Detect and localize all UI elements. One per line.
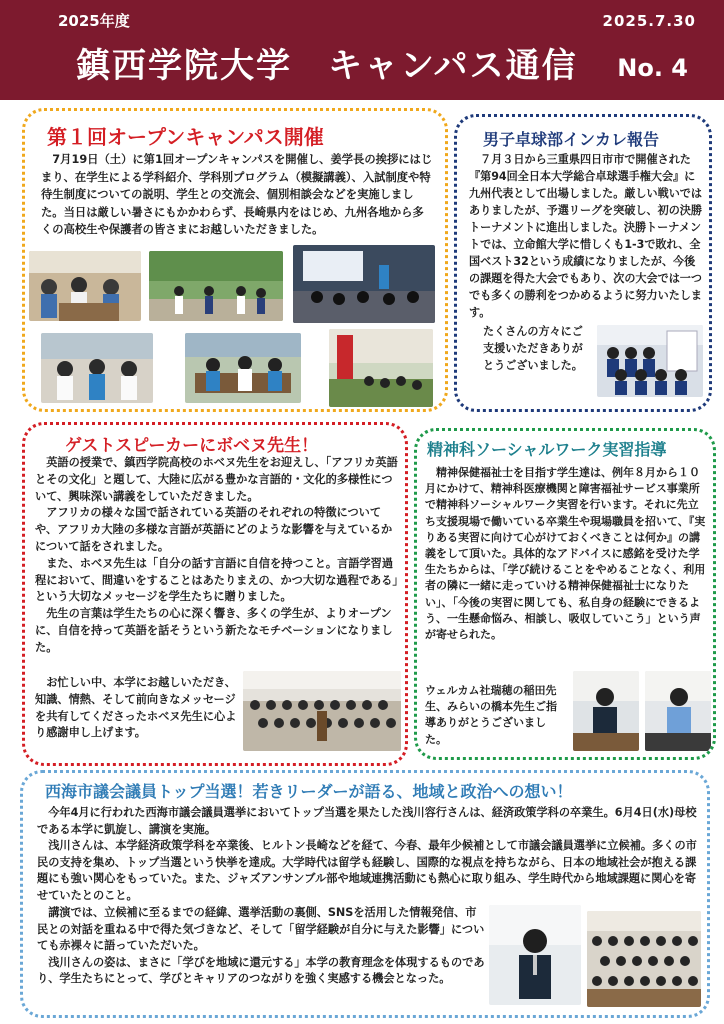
city-council-paragraph: 浅川さんは、本学経済政策学科を卒業後、ヒルトン長崎などを経て、今春、最年少候補として市議会議員選挙に立候補。多くの市民の支持を集め、トップ当選という快挙を達成。大学時代は留学も経験し、国際的な視点を持ちながら、日本の地域社会が抱える課題にも強い関心をもっていた。また、ジャズアンサンブル部や地域連携活動にも熱心に取り組み、学生時代から地域課題に関心を寄せていたとのこと。 (37, 839, 697, 902)
table-tennis-section (454, 114, 712, 412)
open-campus-photo-3 (293, 245, 435, 323)
guest-speaker-section (22, 422, 408, 766)
social-work-body: 精神保健福祉士を目指す学生達は、例年８月から１０月にかけて、精神科医療機関と障害福祉サービス事業所で精神科ソーシャルワーク実習を行います。それに先立ち支援現場で働いている卒業生や現場職員を招いて、『実りある実習に向けて心がけておくべきことは何か』の講義をして頂いた。具体的なアドバイスに感銘を受けた学生たちからは、「学び続けることをやめることなく、利用者の隣に一緒に走っていける精神保健福祉士になりたい」、「今後の実習に関しても、私自身の経験にできるよう、一生懸命悩み、相談し、吸収していこう」という声が寄せられた。 (425, 466, 706, 642)
guest-speaker-paragraph: 先生の言葉は学生たちの心に深く響き、多くの学生が、よりオープンに、自信を持って英語を話そうという新たなモチベーションになりました。 (35, 607, 393, 654)
city-council-section (20, 770, 710, 1018)
social-work-section (414, 428, 716, 760)
open-campus-photo-6 (329, 329, 433, 407)
city-council-body-lower (37, 905, 485, 988)
issue-date: 2025.7.30 (602, 12, 696, 30)
open-campus-photo-5 (185, 333, 301, 403)
guest-speaker-lecture-photo (243, 671, 401, 751)
open-campus-body: 7月19日（土）に第1回オープンキャンパスを開催し、姜学長の挨拶にはじまり、在学生による学科紹介、学科別プログラム（模擬講義）、入試制度や特待生制度についての説明、学生との交流会、個別相談会などを実施しました。当日は厳しい暑さにもかかわらず、長崎県内をはじめ、九州各地から多くの高校生や保護者の皆さまにお越しいただきました。 (41, 153, 433, 236)
issue-number: No. 4 (617, 54, 688, 82)
guest-speaker-title: ゲストスピーカーにボベヌ先生！ (65, 436, 319, 456)
open-campus-title: 第１回オープンキャンパス開催 (47, 125, 324, 149)
city-council-audience-photo (587, 911, 701, 1007)
city-council-body (37, 805, 701, 905)
guest-speaker-body (35, 455, 401, 657)
table-tennis-thanks: たくさんの方々にご支援いただきありがとうございました。 (483, 325, 583, 372)
newsletter-title: 鎮西学院大学 キャンパス通信 (76, 46, 578, 86)
open-campus-section (22, 108, 448, 412)
city-council-title: 西海市議会議員トップ当選！若きリーダーが語る、地域と政治への想い！ (45, 782, 573, 801)
social-work-lecturer-photo-1 (573, 671, 639, 751)
table-tennis-title: 男子卓球部インカレ報告 (483, 130, 660, 149)
city-council-paragraph: 講演では、立候補に至るまでの経緯、選挙活動の裏側、SNSを活用した情報発信、市民との対話を重ねる中で得た気づきなど、そして「留学経験が自分に与えた影響」についても赤裸々に語っていただいた。 (37, 906, 485, 953)
social-work-lecturer-photo-2 (645, 671, 711, 751)
open-campus-photo-1 (29, 251, 141, 321)
open-campus-photo-2 (149, 251, 283, 321)
fiscal-year: 2025年度 (58, 12, 130, 30)
guest-speaker-closing: お忙しい中、本学にお越しいただき、知識、情熱、そして前向きなメッセージを共有してくださったホベヌ先生に心より感謝申し上げます。 (35, 676, 237, 740)
city-council-paragraph: 浅川さんの姿は、まさに「学びを地域に還元する」本学の教育理念を体現するものであり、学生たちにとって、学びとキャリアのつながりを強く実感する機会となった。 (37, 955, 485, 986)
table-tennis-body: ７月３日から三重県四日市市で開催された『第94回全日本大学総合卓球選手権大会』に九州代表として出場しました。厳しい戦いではありましたが、予選リーグを突破し、初の決勝トーナメントに進出しました。決勝トーナメントでは、立命館大学に惜しくも1-3で敗れ、全国ベスト32という成績になりましたが、今後の課題を得た大会でもあり、次の大会では一つでも多くの勝利をつかめるように努力いたします。 (469, 153, 702, 319)
table-tennis-team-photo (597, 325, 703, 397)
masthead (0, 0, 724, 100)
open-campus-photo-4 (41, 333, 153, 403)
city-council-paragraph: 今年4月に行われた西海市議会議員選挙においてトップ当選を果たした浅川容行さんは、経済政策学科の卒業生。6月4日(水)母校である本学に凱旋し、講演を実施。 (37, 806, 697, 836)
guest-speaker-paragraph: アフリカの様々な国で話されている英語のそれぞれの特徴についてや、アフリカ大陸の多様な言語が英語にどのような影響を与えているかについて話をされました。 (35, 506, 393, 553)
guest-speaker-paragraph: また、ホベヌ先生は「自分の話す言語に自信を持つこと。言語学習過程において、間違いをすることはあたりまえの、かつ大切な過程である」という大切なメッセージを学生たちに贈りました。 (35, 556, 398, 604)
guest-speaker-paragraph: 英語の授業で、鎮西学院高校のホベヌ先生をお迎えし、「アフリカ英語とその文化」と題して、大陸に広がる豊かな言語的・文化的多様性について、興味深い講義をしていただきました。 (35, 456, 398, 503)
social-work-title: 精神科ソーシャルワーク実習指導 (427, 440, 667, 459)
social-work-thanks: ウェルカム社瑞穂の稲田先生、みらいの橋本先生ご指導ありがとうございました。 (425, 684, 557, 746)
city-council-speaker-photo (489, 905, 581, 1005)
